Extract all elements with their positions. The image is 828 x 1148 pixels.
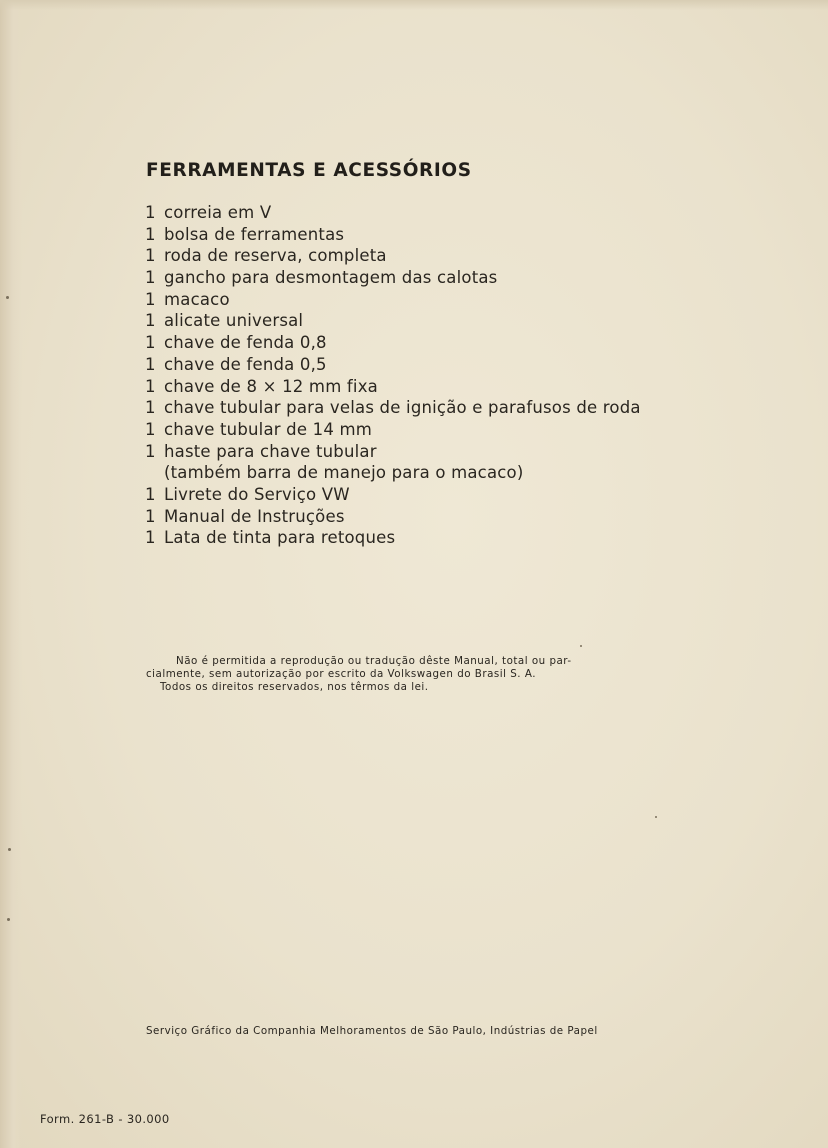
list-item (145, 419, 641, 441)
item-quantity: 1 (145, 419, 156, 439)
copyright-notice (146, 655, 694, 694)
item-text: haste para chave tubular (164, 441, 377, 461)
item-quantity: 1 (145, 224, 156, 244)
form-code: Form. 261-B - 30.000 (40, 1112, 170, 1126)
list-item (145, 310, 641, 332)
list-item (145, 354, 641, 376)
item-quantity: 1 (145, 268, 156, 288)
item-quantity: 1 (145, 289, 156, 309)
item-text: macaco (164, 289, 230, 309)
item-quantity: 1 (145, 311, 156, 331)
paper-speck (6, 296, 9, 299)
item-text: Lata de tinta para retoques (164, 528, 396, 548)
item-text: chave tubular para velas de ignição e parafusos de roda (164, 398, 641, 418)
item-text: chave de fenda 0,5 (164, 354, 327, 374)
item-text: gancho para desmontagem das calotas (164, 268, 498, 288)
list-item (145, 527, 641, 549)
page-top-edge (0, 0, 828, 10)
paper-speck (580, 645, 582, 647)
item-quantity: 1 (145, 376, 156, 396)
printer-credit: Serviço Gráfico da Companhia Melhoramentos de São Paulo, Indústrias de Papel (146, 1025, 598, 1037)
item-quantity: 1 (145, 528, 156, 548)
item-quantity: 1 (145, 246, 156, 266)
item-text: Livrete do Serviço VW (164, 484, 350, 504)
list-item (145, 506, 641, 528)
page-binding-edge (0, 0, 22, 1148)
list-item-continuation (145, 462, 641, 484)
paper-speck (8, 848, 11, 851)
list-item (145, 267, 641, 289)
list-item (145, 441, 641, 463)
list-item (145, 224, 641, 246)
item-quantity: 1 (145, 441, 156, 461)
notice-line: cialmente, sem autorização por escrito da Volkswagen do Brasil S. A. (146, 668, 536, 680)
tools-list (145, 202, 641, 549)
item-text: correia em V (164, 203, 272, 222)
notice-line: Não é permitida a reprodução ou tradução dêste Manual, total ou par- (176, 655, 572, 667)
list-item (145, 376, 641, 398)
paper-speck (655, 816, 657, 818)
item-quantity: 1 (145, 354, 156, 374)
item-text: Manual de Instruções (164, 506, 345, 526)
paper-speck (7, 918, 10, 921)
item-quantity: 1 (145, 398, 156, 418)
list-item (145, 397, 641, 419)
item-text: (também barra de manejo para o macaco) (164, 463, 524, 483)
item-text: roda de reserva, completa (164, 246, 387, 266)
item-text: chave de 8 × 12 mm fixa (164, 376, 378, 396)
list-item (145, 332, 641, 354)
list-item (145, 289, 641, 311)
page-title: FERRAMENTAS E ACESSÓRIOS (146, 160, 472, 181)
list-item (145, 202, 641, 224)
item-quantity: 1 (145, 506, 156, 526)
list-item (145, 484, 641, 506)
item-text: chave de fenda 0,8 (164, 333, 327, 353)
item-text: chave tubular de 14 mm (164, 419, 373, 439)
list-item (145, 245, 641, 267)
item-quantity: 1 (145, 484, 156, 504)
item-text: alicate universal (164, 311, 304, 331)
item-text: bolsa de ferramentas (164, 224, 345, 244)
notice-line: Todos os direitos reservados, nos têrmos da lei. (160, 681, 429, 693)
item-quantity: 1 (145, 203, 156, 222)
item-quantity: 1 (145, 333, 156, 353)
